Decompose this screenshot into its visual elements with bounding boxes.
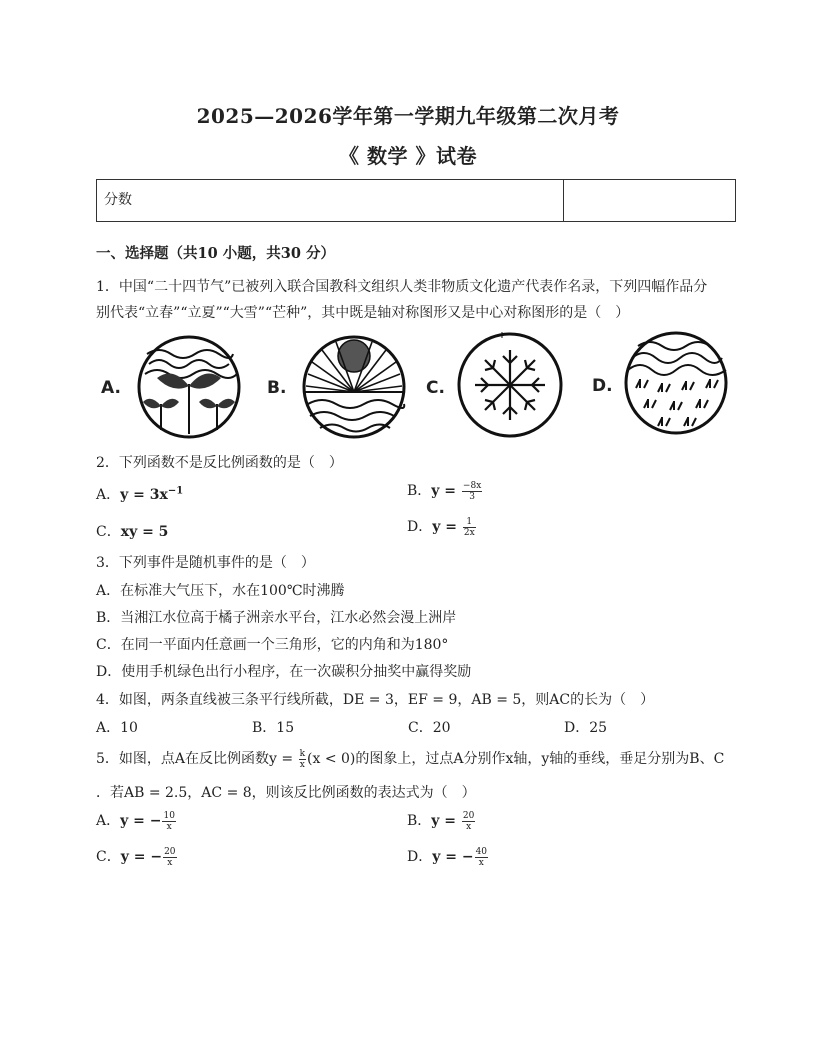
q5-option-b [407,810,476,832]
q2-option-a-expr: y = 3x [120,487,168,503]
q2-option-b-label: B． [407,483,432,499]
q2-option-a [96,484,183,504]
q5-stem-part2: (x < 0)的图象上，过点A分别作x轴，y轴的垂线，垂足分别为B、C [307,751,725,767]
section-heading: 一、选择题（共10 小题，共30 分） [96,245,335,262]
q5-option-c-label: C． [96,849,121,865]
q2-option-d-prefix: y = [432,519,462,535]
q1-text-line2: 别代表“立春”“立夏”“大雪”“芒种”，其中既是轴对称图形又是中心对称图形的是（ ） [96,305,630,321]
q5-stem-part1: 5．如图，点A在反比例函数y = [96,751,298,767]
q5-k-den: x [299,759,305,770]
q5-option-b-num: 20 [462,810,475,821]
q5-option-d-num: 40 [475,846,488,857]
score-box [96,179,736,222]
q5-option-c-den: x [167,857,173,868]
q2-option-a-label: A． [96,487,121,503]
q5-option-d [407,846,489,868]
score-label: 分数 [104,192,132,208]
q3-option-b: B．当湘江水位高于橘子洲亲水平台，江水必然会漫上洲岸 [96,610,457,626]
q1-figure-b-letter: B. [267,378,287,398]
q5-option-d-label: D． [407,849,433,865]
exam-subtitle: 《 数学 》试卷 [339,144,477,168]
sprout-circle-icon [135,334,245,440]
grain-circle-icon [622,330,732,436]
q2-option-a-sup: −1 [167,485,184,497]
q5-option-a-num: 10 [163,810,175,821]
q1-figure-c-letter: C. [426,378,445,398]
q2-option-b [407,480,483,502]
q1-text-line1: 1．中国“二十四节气”已被列入联合国教科文组织人类非物质文化遗产代表作名录，下列四幅作品分 [96,279,708,295]
q2-option-c-label: C． [96,524,121,540]
q5-option-a [96,810,177,832]
q3-option-d: D．使用手机绿色出行小程序，在一次碳积分抽奖中赢得奖励 [96,664,472,680]
q2-option-d-den: 2x [463,527,475,538]
snowflake-circle-icon [455,330,565,438]
q2-option-d-label: D． [407,519,433,535]
q5-option-a-label: A． [96,813,121,829]
q1-figure-a-letter: A. [101,378,121,398]
q4-option-a: A．10 [96,720,138,736]
q3-option-a: A．在标准大气压下，水在100℃时沸腾 [96,583,345,599]
q5-option-c-num: 20 [164,846,176,857]
q4-option-b: B．15 [252,720,295,736]
q4-stem: 4．如图，两条直线被三条平行线所截，DE = 3，EF = 9，AB = 5，则AC的长为（ ） [96,692,655,708]
q5-stem-line2: ．若AB = 2.5，AC = 8，则该反比例函数的表达式为（ ） [96,785,476,801]
sun-circle-icon [300,334,410,440]
q2-option-b-prefix: y = [431,483,461,499]
q5-option-d-den: x [478,857,484,868]
q5-option-a-den: x [166,821,172,832]
q4-option-d: D．25 [564,720,608,736]
q2-option-d-num: 1 [463,517,476,528]
q2-option-c-expr: xy = 5 [120,524,169,540]
q3-option-c: C．在同一平面内任意画一个三角形，它的内角和为180° [96,637,449,653]
q3-stem: 3．下列事件是随机事件的是（ ） [96,555,315,571]
q5-k-num: k [299,748,306,759]
q5-stem-line1 [96,748,724,770]
q5-option-c [96,846,178,868]
q2-option-d [407,516,477,538]
q2-option-c [96,521,168,541]
q1-figure-d-letter: D. [592,376,613,396]
exam-title: 2025—2026学年第一学期九年级第二次月考 [196,104,620,128]
score-divider [563,180,565,221]
q5-option-c-prefix: y = − [120,849,163,865]
q5-option-a-prefix: y = − [120,813,162,829]
q5-option-b-den: x [466,821,472,832]
q5-option-b-prefix: y = [431,813,461,829]
q4-option-c: C．20 [408,720,451,736]
q2-option-b-num: −8x [462,480,482,491]
q5-option-b-label: B． [407,813,432,829]
q2-option-b-den: 3 [469,491,475,502]
q5-option-d-prefix: y = − [432,849,474,865]
q2-stem: 2．下列函数不是反比例函数的是（ ） [96,455,343,471]
